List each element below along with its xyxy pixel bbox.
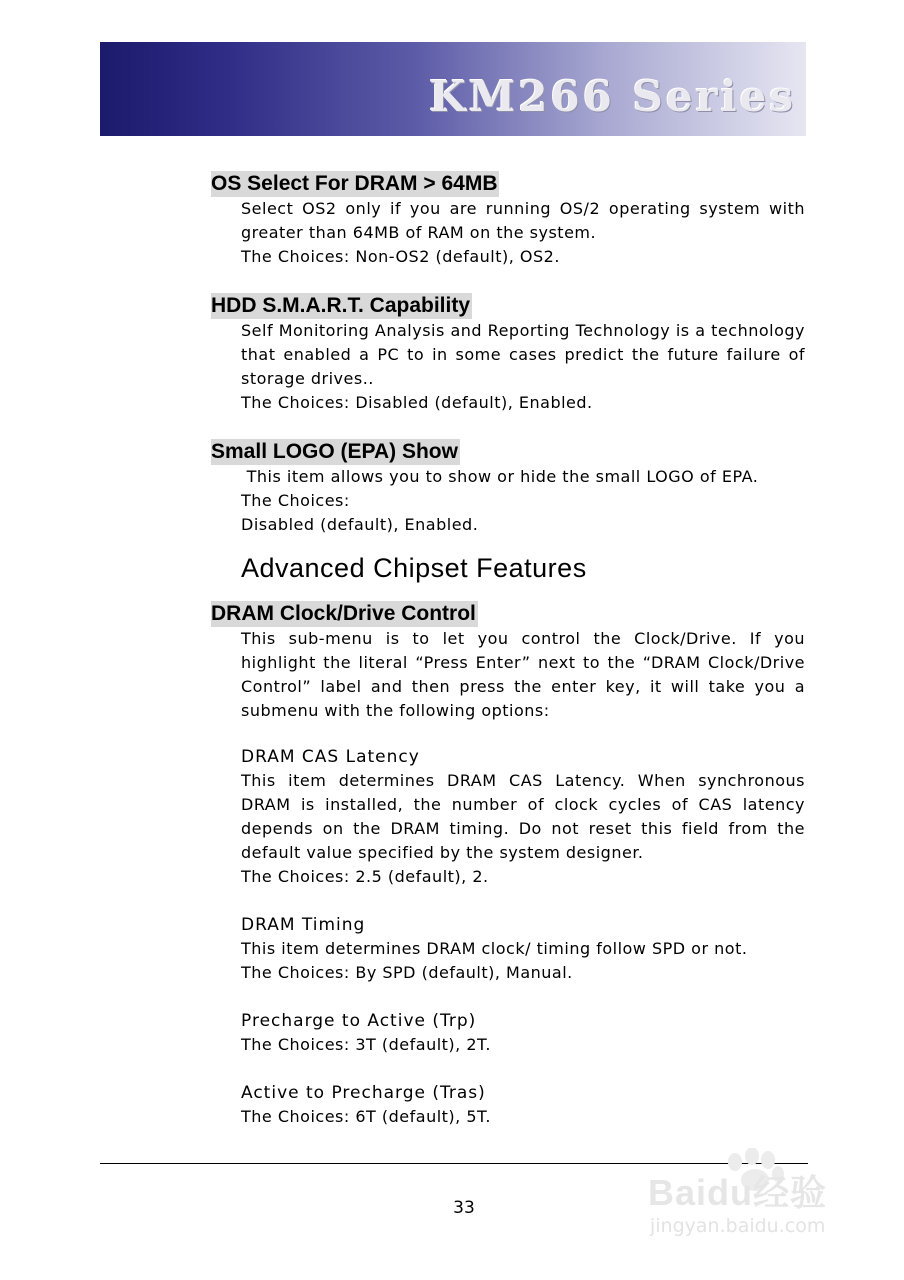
subitem-title: DRAM CAS Latency <box>241 747 420 767</box>
section-choices-label: The Choices: <box>241 491 350 510</box>
section-heading: DRAM Clock/Drive Control <box>211 602 476 625</box>
subitem-title: Precharge to Active (Trp) <box>241 1011 477 1031</box>
section-small-logo <box>211 439 805 537</box>
subitem-description: This item determines DRAM clock/ timing follow SPD or not. <box>241 939 748 958</box>
section-description: This item allows you to show or hide the small LOGO of EPA. <box>241 467 759 486</box>
section-os-select <box>211 171 805 269</box>
section-heading: HDD S.M.A.R.T. Capability <box>211 294 471 317</box>
section-choices: The Choices: Non-OS2 (default), OS2. <box>241 247 560 266</box>
subitem-choices: The Choices: 6T (default), 5T. <box>241 1107 491 1126</box>
subitem-choices: The Choices: 2.5 (default), 2. <box>241 867 489 886</box>
section-dram-clock <box>211 601 805 1129</box>
section-heading: Small LOGO (EPA) Show <box>211 440 458 463</box>
page-content <box>211 171 805 1129</box>
header-banner <box>100 42 806 136</box>
chapter-title: Advanced Chipset Features <box>241 553 587 583</box>
subitem-title: DRAM Timing <box>241 915 366 935</box>
banner-title: KM266 Series <box>429 72 796 121</box>
subitem-choices: The Choices: 3T (default), 2T. <box>241 1035 491 1054</box>
page-number: 33 <box>453 1198 475 1218</box>
section-description: Select OS2 only if you are running OS/2 operating system with greater than 64MB of RAM on the system. <box>241 199 805 242</box>
watermark-url: jingyan.baidu.com <box>650 1215 826 1237</box>
watermark-brand: Baidu经验 <box>648 1172 828 1213</box>
section-description: This sub-menu is to let you control the Clock/Drive. If you highlight the literal “Press Enter” next to the “DRAM Clock/Drive Control” label and then press the enter key, it will take you a submenu with the following options: <box>241 629 805 720</box>
subitem-description: This item determines DRAM CAS Latency. When synchronous DRAM is installed, the number of clock cycles of CAS latency depends on the DRAM timing. Do not reset this field from the default value specified by the system designer. <box>241 771 805 862</box>
section-choices: The Choices: Disabled (default), Enabled. <box>241 393 593 412</box>
section-hdd-smart <box>211 293 805 415</box>
section-choices: Disabled (default), Enabled. <box>241 515 479 534</box>
subitem-title: Active to Precharge (Tras) <box>241 1083 486 1103</box>
section-heading: OS Select For DRAM > 64MB <box>211 172 498 195</box>
subitem-choices: The Choices: By SPD (default), Manual. <box>241 963 573 982</box>
section-description: Self Monitoring Analysis and Reporting Technology is a technology that enabled a PC to in some cases predict the future failure of storage drives.. <box>241 321 805 388</box>
